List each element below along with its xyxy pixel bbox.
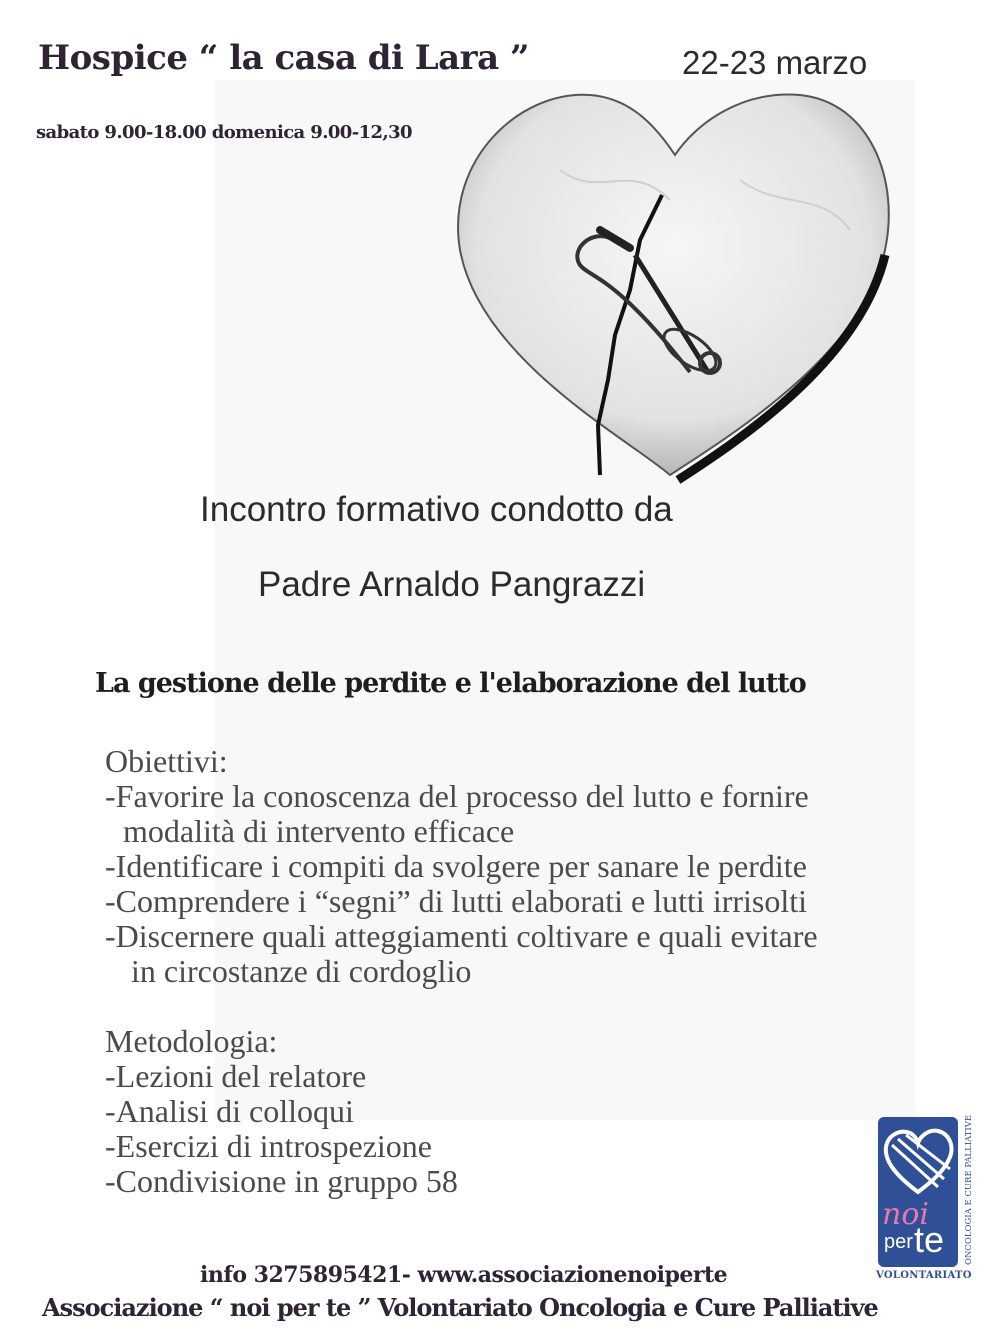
logo-tagline: VOLONTARIATO [876,1270,972,1281]
objective-item: -Comprendere i “segni” di lutti elaborati e lutti irrisolti [105,883,808,919]
event-schedule: sabato 9.00-18.00 domenica 9.00-12,30 [36,122,412,143]
logo-noi: noi [882,1197,929,1232]
event-dates: 22-23 marzo [682,44,868,81]
speaker-name: Padre Arnaldo Pangrazzi [258,565,646,604]
intro-line: Incontro formativo condotto da [200,490,673,529]
methodology-item: -Condivisione in gruppo 58 [105,1163,458,1199]
logo-per: per [884,1231,913,1253]
objective-item: modalità di intervento efficace [123,813,515,849]
objective-item: -Favorire la conoscenza del processo del lutto e fornire [105,778,809,814]
logo-heart-icon [878,1117,958,1207]
methodology-section [105,1024,458,1199]
objectives-section [105,744,818,989]
venue-title: Hospice “ la casa di Lara ” [38,38,530,78]
broken-heart-safety-pin-icon [440,80,900,490]
methodology-heading: Metodologia: [105,1023,278,1059]
methodology-item: -Analisi di colloqui [105,1093,354,1129]
association-name: Associazione “ noi per te ” Volontariato Oncologia e Cure Palliative [42,1293,878,1322]
logo-te: te [914,1219,945,1260]
logo-side-text: ONCOLOGIA E CURE PALLIATIVE [964,1114,974,1265]
methodology-item: -Esercizi di introspezione [105,1128,432,1164]
objectives-heading: Obiettivi: [105,743,228,779]
course-subject: La gestione delle perdite e l'elaborazione del lutto [95,668,806,699]
association-logo [872,1115,980,1290]
methodology-item: -Lezioni del relatore [105,1058,367,1094]
objective-item: -Discernere quali atteggiamenti coltivare e quali evitare [105,918,818,954]
objective-item: -Identificare i compiti da svolgere per sanare le perdite [105,848,807,884]
contact-info: info 3275895421- www.associazionenoiperte [200,1262,728,1288]
objective-item: in circostanze di cordoglio [131,953,472,989]
